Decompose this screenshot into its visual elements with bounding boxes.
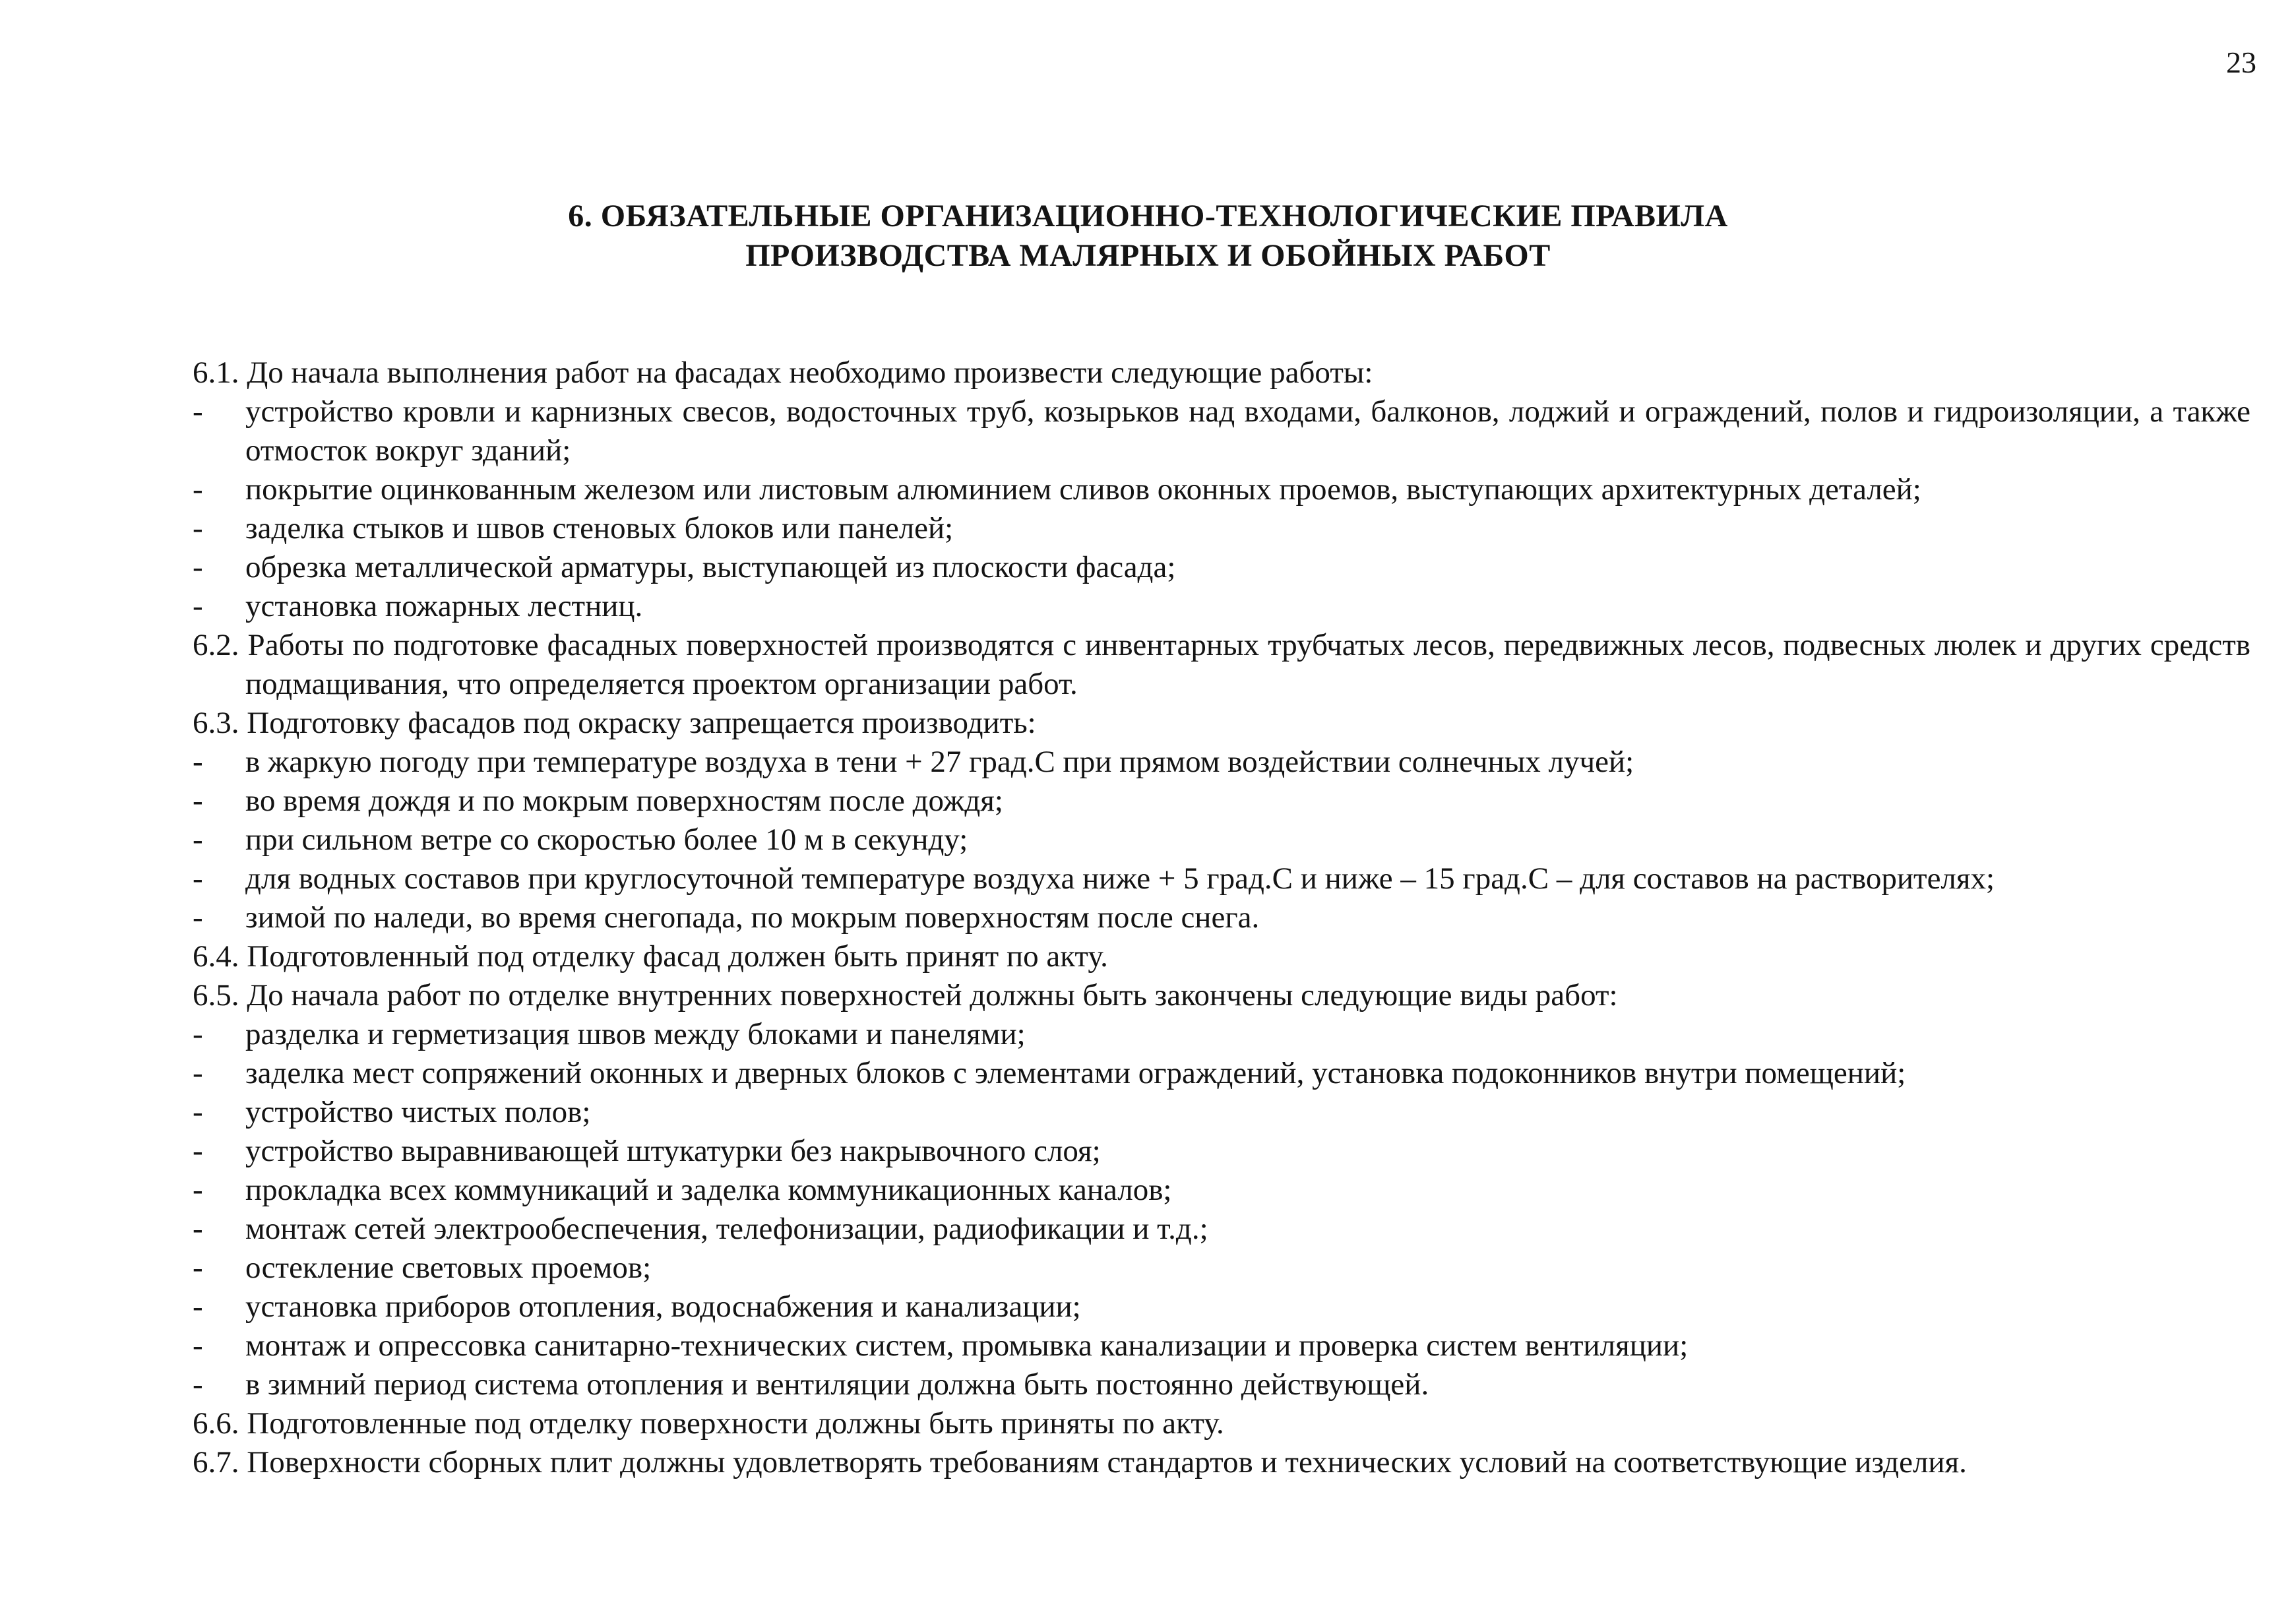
list-item-text: обрезка металлической арматуры, выступающей из плоскости фасада; xyxy=(245,550,1176,584)
list-dash: - xyxy=(193,900,203,935)
list-item xyxy=(193,1132,2250,1171)
list-item xyxy=(193,1093,2250,1132)
list-dash: - xyxy=(193,823,203,857)
list-dash: - xyxy=(193,1134,203,1168)
list-item xyxy=(193,1249,2250,1288)
list-item xyxy=(193,821,2250,859)
list-item-text: устройство кровли и карнизных свесов, водосточных труб, козырьков над входами, балконов, лоджий и ограждений, полов и гидроизоляции, а также отмосток вокруг зданий; xyxy=(245,394,2250,468)
list-dash: - xyxy=(193,1367,203,1402)
list-item xyxy=(193,1365,2250,1404)
paragraph-6-7: 6.7. Поверхности сборных плит должны удовлетворять требованиям стандартов и технических условий на соответствующие изделия. xyxy=(193,1445,1967,1479)
list-dash: - xyxy=(193,1017,203,1051)
paragraph-6-1: 6.1. До начала выполнения работ на фасадах необходимо произвести следующие работы: xyxy=(193,356,1373,390)
list-item-text: зимой по наледи, во время снегопада, по мокрым поверхностям после снега. xyxy=(245,900,1260,935)
list-item-text: покрытие оцинкованным железом или листовым алюминием сливов оконных проемов, выступающих архитектурных деталей; xyxy=(245,472,1921,507)
list-dash: - xyxy=(193,394,203,429)
list-item-text: заделка мест сопряжений оконных и дверных блоков с элементами ограждений, установка подоконников внутри помещений; xyxy=(245,1056,1906,1090)
list-item xyxy=(193,548,2250,587)
list-dash: - xyxy=(193,1095,203,1129)
heading-line-1: 6. ОБЯЗАТЕЛЬНЫЕ ОРГАНИЗАЦИОННО-ТЕХНОЛОГИЧЕСКИЕ ПРАВИЛА xyxy=(568,199,1728,233)
list-dash: - xyxy=(193,472,203,507)
list-item-text: установка пожарных лестниц. xyxy=(245,589,643,623)
list-dash: - xyxy=(193,784,203,818)
list-item-text: устройство чистых полов; xyxy=(245,1095,591,1129)
list-item-text: разделка и герметизация швов между блоками и панелями; xyxy=(245,1017,1026,1051)
list-item xyxy=(193,859,2250,898)
list-item xyxy=(193,1054,2250,1093)
paragraph-6-2: 6.2. Работы по подготовке фасадных поверхностей производятся с инвентарных трубчатых лесов, передвижных лесов, подвесных люлек и других средств подмащивания, что определяется проектом организации работ. xyxy=(193,628,2250,701)
list-item xyxy=(193,898,2250,937)
list-item-text: для водных составов при круглосуточной температуре воздуха ниже + 5 град.С и ниже – 15 град.С – для составов на растворителях; xyxy=(245,861,1995,896)
list-dash: - xyxy=(193,861,203,896)
list-item xyxy=(193,587,2250,626)
heading-line-2: ПРОИЗВОДСТВА МАЛЯРНЫХ И ОБОЙНЫХ РАБОТ xyxy=(745,238,1551,273)
list-item-text: прокладка всех коммуникаций и заделка коммуникационных каналов; xyxy=(245,1173,1172,1207)
list-item xyxy=(193,1288,2250,1326)
list-dash: - xyxy=(193,745,203,779)
list-dash: - xyxy=(193,1173,203,1207)
list-item-text: заделка стыков и швов стеновых блоков или панелей; xyxy=(245,511,954,545)
list-item xyxy=(193,1171,2250,1210)
list-dash: - xyxy=(193,1328,203,1363)
list-item-text: остекление световых проемов; xyxy=(245,1251,652,1285)
list-item xyxy=(193,392,2250,470)
list-item-text: в зимний период система отопления и вентиляции должна быть постоянно действующей. xyxy=(245,1367,1429,1402)
list-item xyxy=(193,782,2250,821)
list-item-text: установка приборов отопления, водоснабжения и канализации; xyxy=(245,1290,1081,1324)
list-dash: - xyxy=(193,1056,203,1090)
list-item-text: в жаркую погоду при температуре воздуха в тени + 27 град.С при прямом воздействии солнечных лучей; xyxy=(245,745,1634,779)
list-item xyxy=(193,743,2250,782)
list-item xyxy=(193,1015,2250,1054)
list-item-text: при сильном ветре со скоростью более 10 м в секунду; xyxy=(245,823,968,857)
list-item xyxy=(193,509,2250,548)
list-item-text: монтаж сетей электрообеспечения, телефонизации, радиофикации и т.д.; xyxy=(245,1212,1208,1246)
paragraph-6-4: 6.4. Подготовленный под отделку фасад должен быть принят по акту. xyxy=(193,939,1108,974)
list-item-text: во время дождя и по мокрым поверхностям после дождя; xyxy=(245,784,1003,818)
list-item xyxy=(193,470,2250,509)
list-dash: - xyxy=(193,1290,203,1324)
section-heading xyxy=(0,197,2296,276)
list-item xyxy=(193,1326,2250,1365)
list-item-text: устройство выравнивающей штукатурки без накрывочного слоя; xyxy=(245,1134,1101,1168)
paragraph-6-5: 6.5. До начала работ по отделке внутренних поверхностей должны быть закончены следующие виды работ: xyxy=(193,978,1618,1012)
list-dash: - xyxy=(193,1212,203,1246)
list-dash: - xyxy=(193,1251,203,1285)
list-dash: - xyxy=(193,511,203,545)
list-dash: - xyxy=(193,550,203,584)
list-item-text: монтаж и опрессовка санитарно-технических систем, промывка канализации и проверка систем вентиляции; xyxy=(245,1328,1689,1363)
list-dash: - xyxy=(193,589,203,623)
list-item xyxy=(193,1210,2250,1249)
page-number: 23 xyxy=(2226,46,2256,79)
paragraph-6-3: 6.3. Подготовку фасадов под окраску запрещается производить: xyxy=(193,706,1036,740)
document-body xyxy=(193,354,2250,1482)
paragraph-6-6: 6.6. Подготовленные под отделку поверхности должны быть приняты по акту. xyxy=(193,1406,1224,1441)
